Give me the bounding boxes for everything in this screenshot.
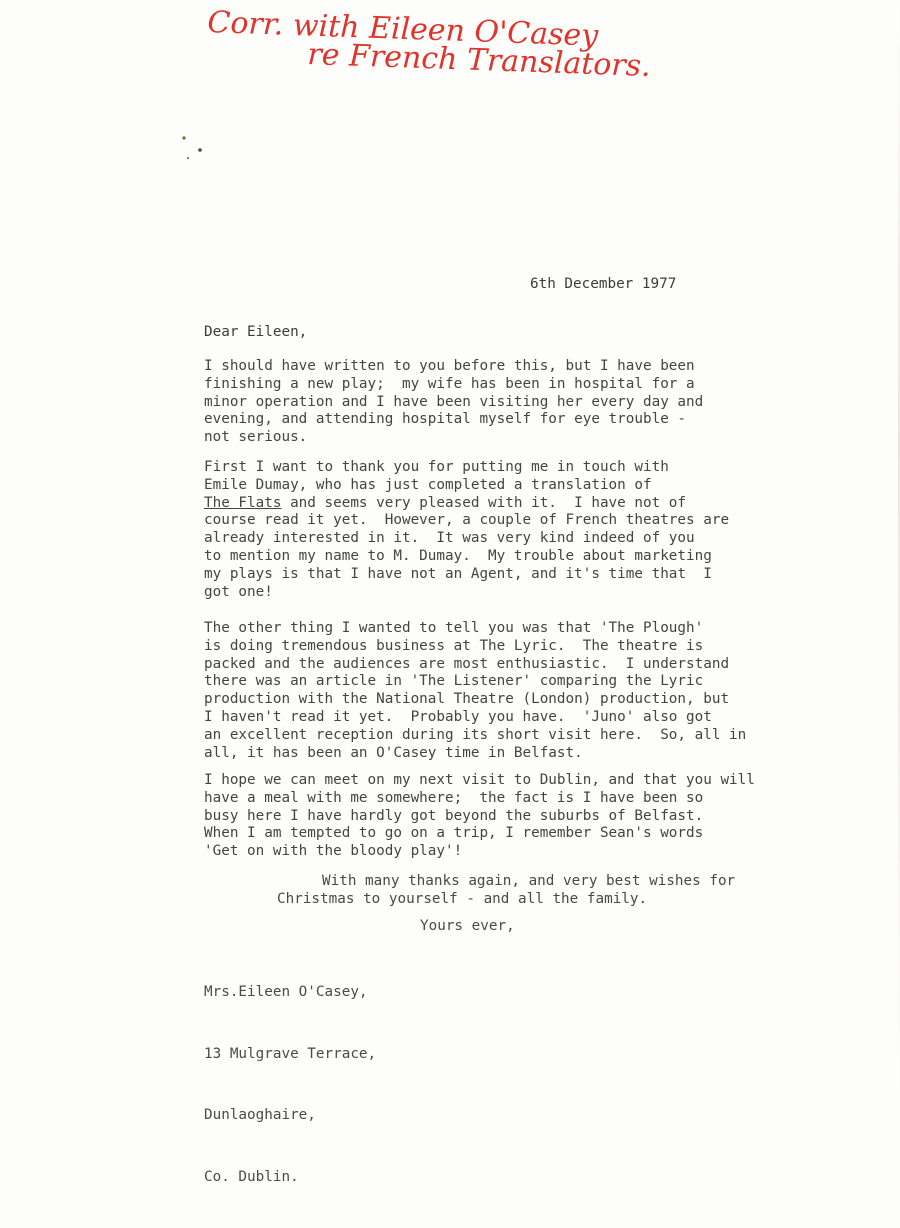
address-line: 13 Mulgrave Terrace,: [204, 1045, 377, 1062]
address-line: Dunlaoghaire,: [204, 1107, 316, 1123]
address-line: Co. Dublin.: [204, 1168, 299, 1185]
closing-line-2: Christmas to yourself - and all the family.: [277, 891, 648, 907]
handwritten-annotation-line-1: Corr. with Eileen O'Casey: [206, 5, 599, 54]
address-line: Mrs.Eileen O'Casey,: [204, 984, 368, 1000]
salutation: Dear Eileen,: [204, 324, 308, 340]
sign-off: Yours ever,: [420, 918, 515, 934]
recipient-address: [204, 941, 376, 1228]
paragraph-3: The other thing I wanted to tell you was that 'The Plough' is doing tremendous business at The Lyric. The theatre is packed and the audiences are most enthusiastic. I understand there was an article in 'The Listener' comparing the Lyric production with the National Theatre (London) production, but I haven't read it yet. Probably you have. 'Juno' also got an excellent reception during its short visit here. So, all in all, it has been an O'Casey time in Belfast.: [204, 620, 747, 761]
paragraph-2: First I want to thank you for putting me in touch with Emile Dumay, who has just completed a translation of The Flats and seems very pleased with it. I have not of course read it yet. However, a couple of French theatres are already interested in it. It was very kind indeed of you to mention my name to M. Dumay. My trouble about marketing my plays is that I have not an Agent, and it's time that I got one!: [204, 459, 730, 600]
closing-line-1: With many thanks again, and very best wishes for: [322, 873, 736, 889]
paragraph-1: I should have written to you before this, but I have been finishing a new play; my wife has been in hospital for a minor operation and I have been visiting her every day and evening, and attending hospital myself for eye trouble - not serious.: [204, 358, 704, 446]
paragraph-4: I hope we can meet on my next visit to Dublin, and that you will have a meal with me somewhere; the fact is I have been so busy here I have hardly got beyond the suburbs of Belfast. When I am tempted to go on a trip, I remember Sean's words 'Get on with the bloody play'!: [204, 772, 755, 860]
ink-specks: [178, 130, 218, 170]
letter-date: 6th December 1977: [530, 276, 677, 292]
handwritten-annotation-line-2: re French Translators.: [306, 37, 652, 84]
play-title-underlined: The Flats: [204, 494, 282, 511]
